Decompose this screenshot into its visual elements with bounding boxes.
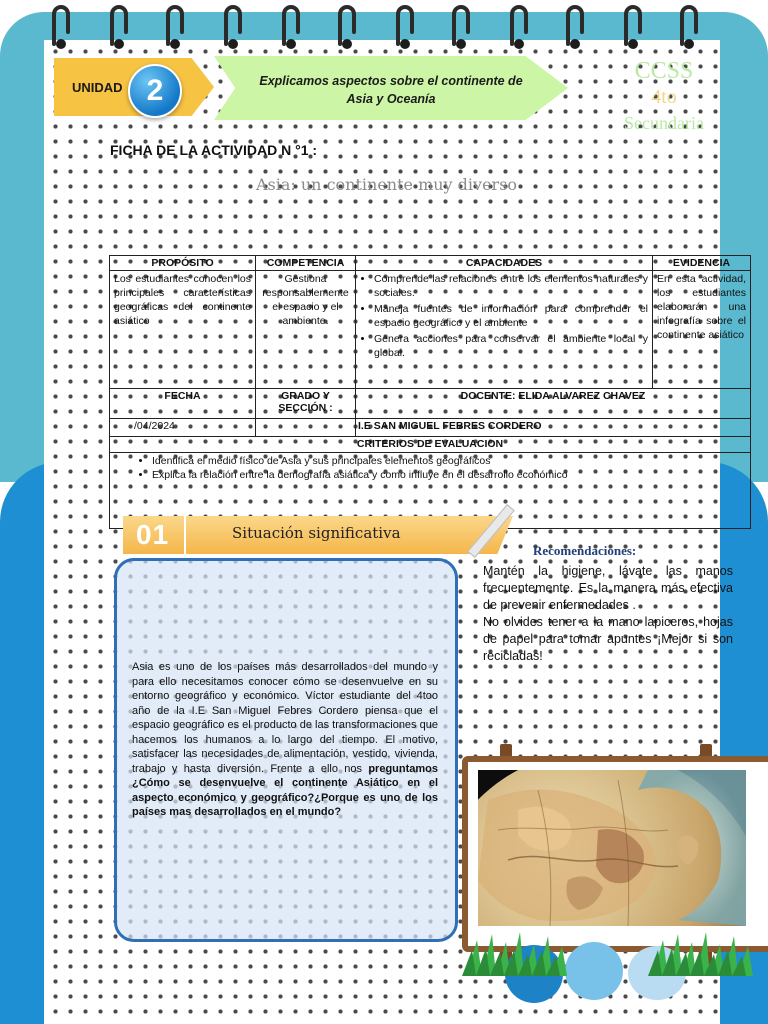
course-subject: CCSS: [634, 58, 694, 84]
activity-heading: FICHA DE LA ACTIVIDAD N °1 :: [110, 142, 318, 158]
competencia-cell: Gestiona responsablemente el espacio y el ambiente.: [256, 271, 356, 389]
decorative-bubble: [565, 942, 623, 1000]
capacidad-item: • Maneja fuentes de información para comprender el espacio geográfico y el ambiente: [374, 302, 648, 330]
spiral-ring-icon: [564, 0, 586, 50]
grass-icon: [462, 930, 572, 976]
spiral-ring-icon: [678, 0, 700, 50]
course-level: Secundaria: [624, 113, 704, 133]
activity-table: [109, 255, 751, 529]
capacidad-item: • Comprende las relaciones entre los elementos naturales y sociales.: [374, 272, 648, 300]
grass-icon: [648, 930, 758, 976]
situacion-text: [132, 660, 438, 820]
situacion-title: Situación significativa: [232, 524, 401, 542]
activity-subtitle: Asia: un continente muy diverso: [255, 175, 518, 194]
table-values-row: [110, 419, 751, 437]
criterio-item: • Explica la relación entre la demografía asiática y como influye en el desarrollo económico: [152, 468, 746, 482]
spiral-ring-icon: [336, 0, 358, 50]
evidencia-cell: En esta actividad, los estudiantes elaborarán una infografía sobre el continente asiático: [653, 271, 751, 389]
spiral-ring-icon: [622, 0, 644, 50]
spiral-ring-icon: [50, 0, 72, 50]
globe-asia-photo-icon: [478, 770, 746, 926]
criterios-title-row: [110, 437, 751, 453]
spiral-ring-icon: [394, 0, 416, 50]
unit-label: UNIDAD: [72, 80, 123, 95]
header-evidencia: EVIDENCIA: [653, 256, 751, 271]
situacion-intro: Asia es uno de los países más desarrollados del mundo y para ello necesitamos conocer cómo se desenvuelve en su entorno geográfico y económico. Víctor estudiante del 4too año de la I.E San Miguel Febres Cordero piensa que el espacio geográfico es el producto de las transformaciones que hacemos los humanos a lo largo del tiempo. El motivo, satisfacer las necesidades de alimentación, vestido, vivienda, trabajo y hasta diversión. Frente a ello nos: [132, 661, 438, 775]
recomendacion-line: Mantén la higiene, lávate las manos frecuentemente. Es la manera más efectiva de prevenir enfermedades .: [483, 564, 733, 612]
criterios-title: CRITERIOS DE EVALUACION: [110, 437, 751, 453]
fecha-value: /04/2024: [110, 419, 256, 437]
unit-title: Explicamos aspectos sobre el continente de Asia y Oceanía: [259, 74, 523, 106]
capacidades-cell: [356, 271, 653, 389]
proposito-cell: Los estudiantes conocen los principales características geográficas del continente asiático: [110, 271, 256, 389]
recomendaciones-text: [483, 563, 733, 665]
spiral-ring-icon: [450, 0, 472, 50]
situacion-number: 01: [136, 516, 186, 554]
header-proposito: PROPÓSITO: [110, 256, 256, 271]
table-header-row: [110, 256, 751, 271]
institution-name: I.E SAN MIGUEL FEBRES CORDERO: [356, 419, 751, 437]
recomendaciones-title: Recomendaciones:: [533, 543, 637, 558]
table-info-row: [110, 389, 751, 419]
course-grade: 4to: [651, 86, 677, 108]
header-competencia: COMPETENCIA: [256, 256, 356, 271]
grado-label: GRADO Y SECCIÓN :: [256, 389, 356, 419]
grado-value: [256, 419, 356, 437]
spiral-ring-icon: [108, 0, 130, 50]
unit-number-badge: 2: [128, 64, 182, 118]
recomendacion-line: No olvides tener a la mano lapiceros, hojas de papel para tomar apuntes ¡Mejor si son recicladas!: [483, 615, 733, 663]
spiral-ring-icon: [508, 0, 530, 50]
spiral-ring-icon: [222, 0, 244, 50]
spiral-ring-icon: [280, 0, 302, 50]
globe-illustration: [478, 770, 746, 926]
course-label: [600, 58, 728, 136]
docente-label: DOCENTE: ELIDA ALVAREZ CHAVEZ: [356, 389, 751, 419]
header-capacidades: CAPACIDADES: [356, 256, 653, 271]
capacidad-item: • Genera acciones para conservar el ambiente local y global.: [374, 332, 648, 360]
situacion-question: preguntamos ¿Cómo se desenvuelve el continente Asiático en el aspecto económico y geográfico?¿Porque es uno de los países mas desarrollados en el mundo?: [132, 762, 439, 818]
criterio-item: • Identifica el medio físico de Asia y sus principales elementos geográficos: [152, 454, 746, 468]
table-content-row: [110, 271, 751, 389]
spiral-ring-icon: [164, 0, 186, 50]
fecha-label: FECHA: [110, 389, 256, 419]
